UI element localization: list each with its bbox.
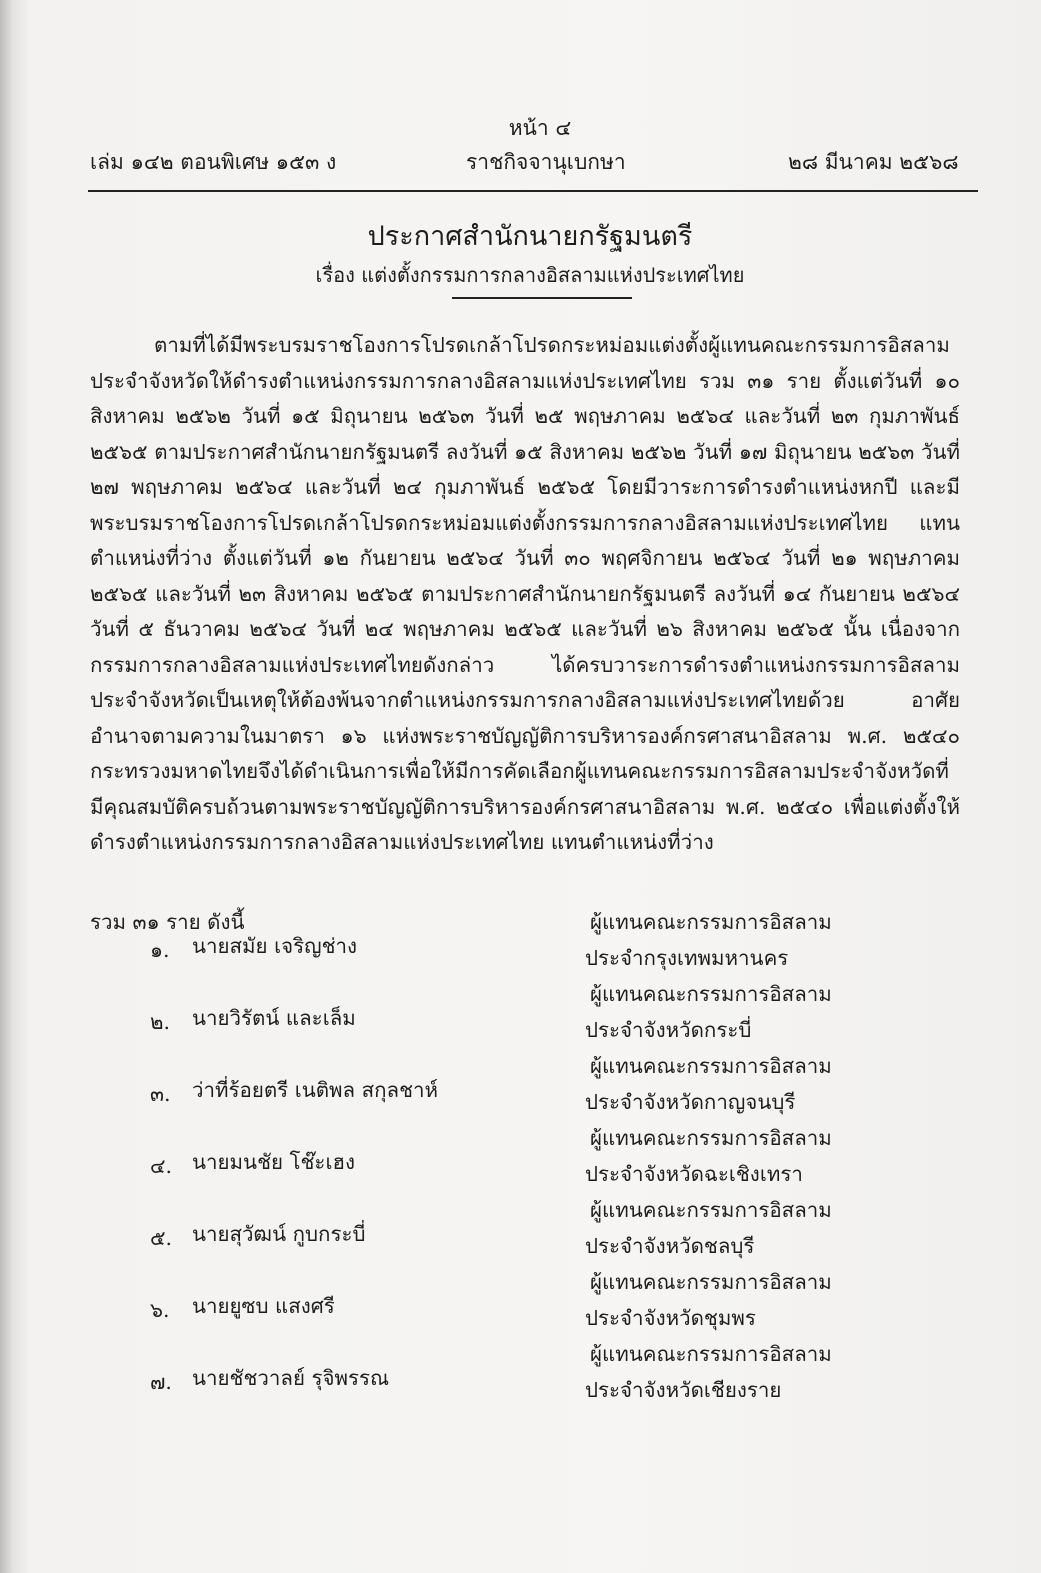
list-item [0,1338,1041,1410]
member-role: ผู้แทนคณะกรรมการอิสลาม [590,1126,832,1150]
item-number: ๑. [150,938,170,962]
member-province: ประจำจังหวัดชลบุรี [585,1234,755,1258]
item-number: ๕. [150,1226,173,1250]
member-name: ว่าที่ร้อยตรี เนติพล สกุลชาห์ [192,1078,439,1102]
member-name: นายมนชัย โช๊ะเฮง [192,1150,355,1174]
list-item [0,1266,1041,1338]
member-province: ประจำจังหวัดเชียงราย [585,1378,782,1402]
member-role: ผู้แทนคณะกรรมการอิสลาม [590,982,832,1006]
gazette-volume: เล่ม ๑๔๒ ตอนพิเศษ ๑๕๓ ง [90,150,337,174]
item-number: ๖. [150,1298,170,1322]
list-item [0,906,1041,978]
member-province: ประจำกรุงเทพมหานคร [585,946,789,970]
publication-name: ราชกิจจานุเบกษา [466,150,626,174]
member-province: ประจำจังหวัดฉะเชิงเทรา [585,1162,803,1186]
list-item [0,1194,1041,1266]
member-name: นายสุวัฒน์ กูบกระบี่ [192,1222,366,1246]
member-role: ผู้แทนคณะกรรมการอิสลาม [590,1198,832,1222]
page-number: หน้า ๔ [508,116,572,140]
member-role: ผู้แทนคณะกรรมการอิสลาม [590,1270,832,1294]
member-role: ผู้แทนคณะกรรมการอิสลาม [590,1054,832,1078]
publication-date: ๒๘ มีนาคม ๒๕๖๘ [788,150,959,174]
list-item [0,978,1041,1050]
member-province: ประจำจังหวัดกาญจนบุรี [585,1090,796,1114]
list-item [0,1122,1041,1194]
member-name: นายวิรัตน์ และเล็ม [192,1006,356,1030]
body-paragraph: ตามที่ได้มีพระบรมราชโองการโปรดเกล้าโปรดกระหม่อมแต่งตั้งผู้แทนคณะกรรมการอิสลามประจำจังหวัดให้ดำรงตำแหน่งกรรมการกลางอิสลามแห่งประเทศไทย รวม ๓๑ ราย ตั้งแต่วันที่ ๑๐ สิงหาคม ๒๕๖๒ วันที่ ๑๕ มิถุนายน ๒๕๖๓ วันที่ ๒๕ พฤษภาคม ๒๕๖๔ และวันที่ ๒๓ กุมภาพันธ์ ๒๕๖๕ ตามประกาศสำนักนายกรัฐมนตรี ลงวันที่ ๑๕ สิงหาคม ๒๕๖๒ วันที่ ๑๗ มิถุนายน ๒๕๖๓ วันที่ ๒๗ พฤษภาคม ๒๕๖๔ และวันที่ ๒๔ กุมภาพันธ์ ๒๕๖๕ โดยมีวาระการดำรงตำแหน่งหกปี และมีพระบรมราชโองการโปรดเกล้าโปรดกระหม่อมแต่งตั้งกรรมการกลางอิสลามแห่งประเทศไทย แทนตำแหน่งที่ว่าง ตั้งแต่วันที่ ๑๒ กันยายน ๒๕๖๔ วันที่ ๓๐ พฤศจิกายน ๒๕๖๔ วันที่ ๒๑ พฤษภาคม ๒๕๖๕ และวันที่ ๒๓ สิงหาคม ๒๕๖๕ ตามประกาศสำนักนายกรัฐมนตรี ลงวันที่ ๑๔ กันยายน ๒๕๖๔ วันที่ ๕ ธันวาคม ๒๕๖๔ วันที่ ๒๔ พฤษภาคม ๒๕๖๕ และวันที่ ๒๖ สิงหาคม ๒๕๖๕ นั้น เนื่องจากกรรมการกลางอิสลามแห่งประเทศไทยดังกล่าว ได้ครบวาระการดำรงตำแหน่งกรรมการอิสลามประจำจังหวัดเป็นเหตุให้ต้องพ้นจากตำแหน่งกรรมการกลางอิสลามแห่งประเทศไทยด้วย อาศัยอำนาจตามความในมาตรา ๑๖ แห่งพระราชบัญญัติการบริหารองค์กรศาสนาอิสลาม พ.ศ. ๒๕๔๐ กระทรวงมหาดไทยจึงได้ดำเนินการเพื่อให้มีการคัดเลือกผู้แทนคณะกรรมการอิสลามประจำจังหวัดที่มีคุณสมบัติครบถ้วนตามพระราชบัญญัติการบริหารองค์กรศาสนาอิสลาม พ.ศ. ๒๕๔๐ เพื่อแต่งตั้งให้ดำรงตำแหน่งกรรมการกลางอิสลามแห่งประเทศไทย แทนตำแหน่งที่ว่าง [90,333,960,854]
item-number: ๓. [150,1082,171,1106]
document-title: ประกาศสำนักนายกรัฐมนตรี [367,221,693,252]
member-name: นายชัชวาลย์ รุจิพรรณ [192,1366,390,1390]
member-province: ประจำจังหวัดชุมพร [585,1306,756,1330]
item-number: ๒. [150,1010,171,1034]
document-subtitle: เรื่อง แต่งตั้งกรรมการกลางอิสลามแห่งประเทศไทย [315,263,745,287]
item-number: ๔. [150,1154,173,1178]
member-role: ผู้แทนคณะกรรมการอิสลาม [590,1342,832,1366]
member-province: ประจำจังหวัดกระบี่ [585,1018,752,1042]
member-name: นายสมัย เจริญช่าง [192,934,358,958]
member-role: ผู้แทนคณะกรรมการอิสลาม [590,910,832,934]
list-item [0,1050,1041,1122]
list-intro: รวม ๓๑ ราย ดังนี้ [90,910,245,934]
member-name: นายยูซบ แสงศรี [192,1294,335,1318]
item-number: ๗. [150,1370,172,1394]
